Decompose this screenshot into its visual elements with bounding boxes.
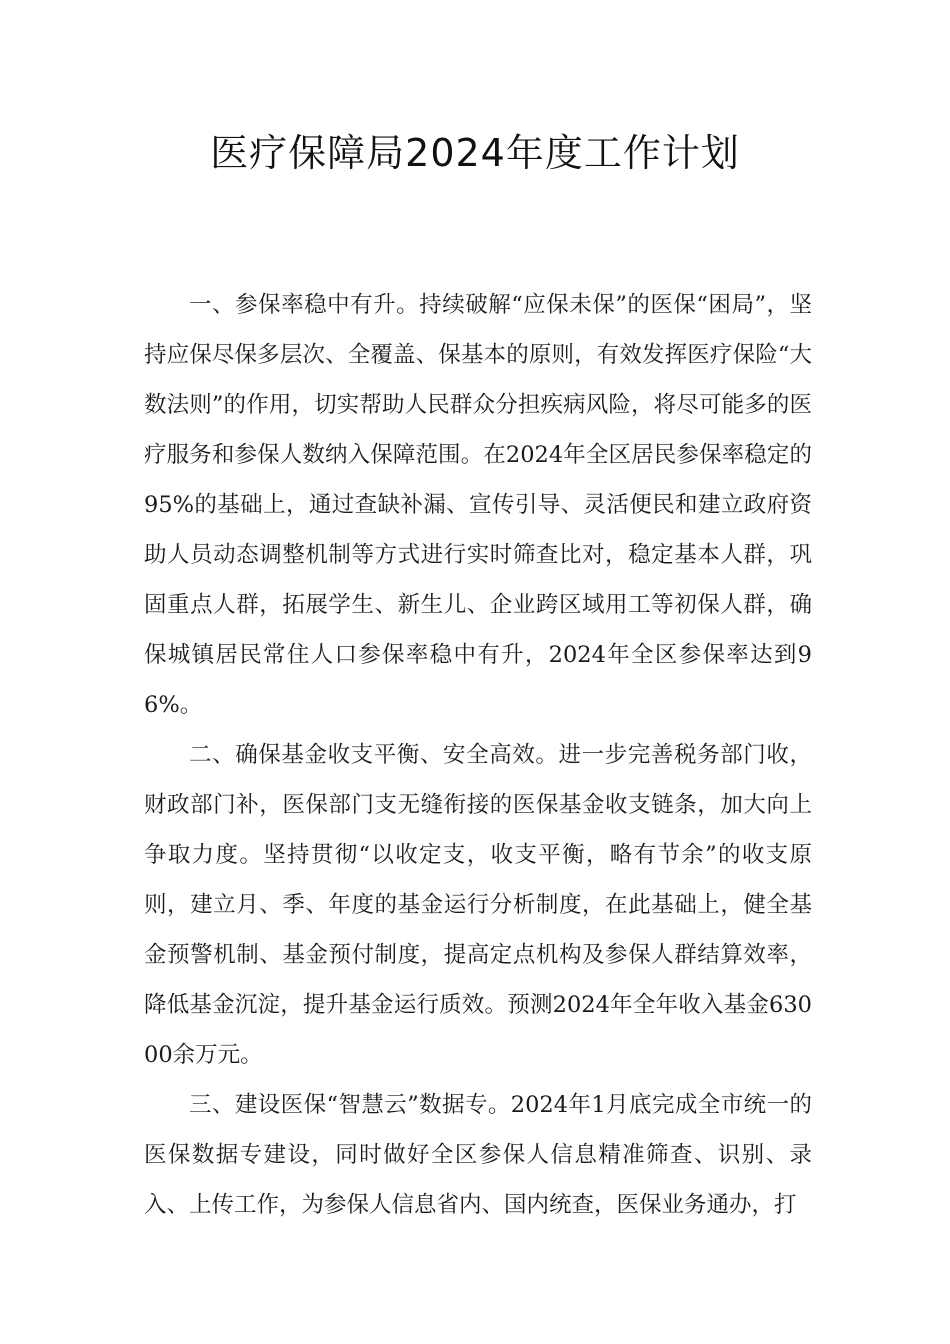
paragraph-smart-cloud: 三、建设医保“智慧云”数据专。2024年1月底完成全市统一的医保数据专建设，同时做好全区参保人信息精准筛查、识别、录入、上传工作，为参保人信息省内、国内统查，医保业务通办，打 [144, 1092, 812, 1218]
paragraph-fund-balance: 二、确保基金收支平衡、安全高效。进一步完善税务部门收，财政部门补，医保部门支无缝衔接的医保基金收支链条，加大向上争取力度。坚持贯彻“以收定支，收支平衡，略有节余”的收支原则，建立月、季、年度的基金运行分析制度，在此基础上，健全基金预警机制、基金预付制度，提高定点机构及参保人群结算效率，降低基金沉淀，提升基金运行质效。预测2024年全年收入基金63000余万元。 [144, 742, 812, 1068]
document-body [144, 280, 812, 1230]
document-title: 医疗保障局2024年度工作计划 [210, 131, 740, 175]
paragraph-enrollment-rate: 一、参保率稳中有升。持续破解“应保未保”的医保“困局”，坚持应保尽保多层次、全覆盖、保基本的原则，有效发挥医疗保险“大数法则”的作用，切实帮助人民群众分担疾病风险，将尽可能多的医疗服务和参保人数纳入保障范围。在2024年全区居民参保率稳定的95%的基础上，通过查缺补漏、宣传引导、灵活便民和建立政府资助人员动态调整机制等方式进行实时筛查比对，稳定基本人群，巩固重点人群，拓展学生、新生儿、企业跨区域用工等初保人群，确保城镇居民常住人口参保率稳中有升，2024年全区参保率达到96%。 [144, 292, 812, 718]
